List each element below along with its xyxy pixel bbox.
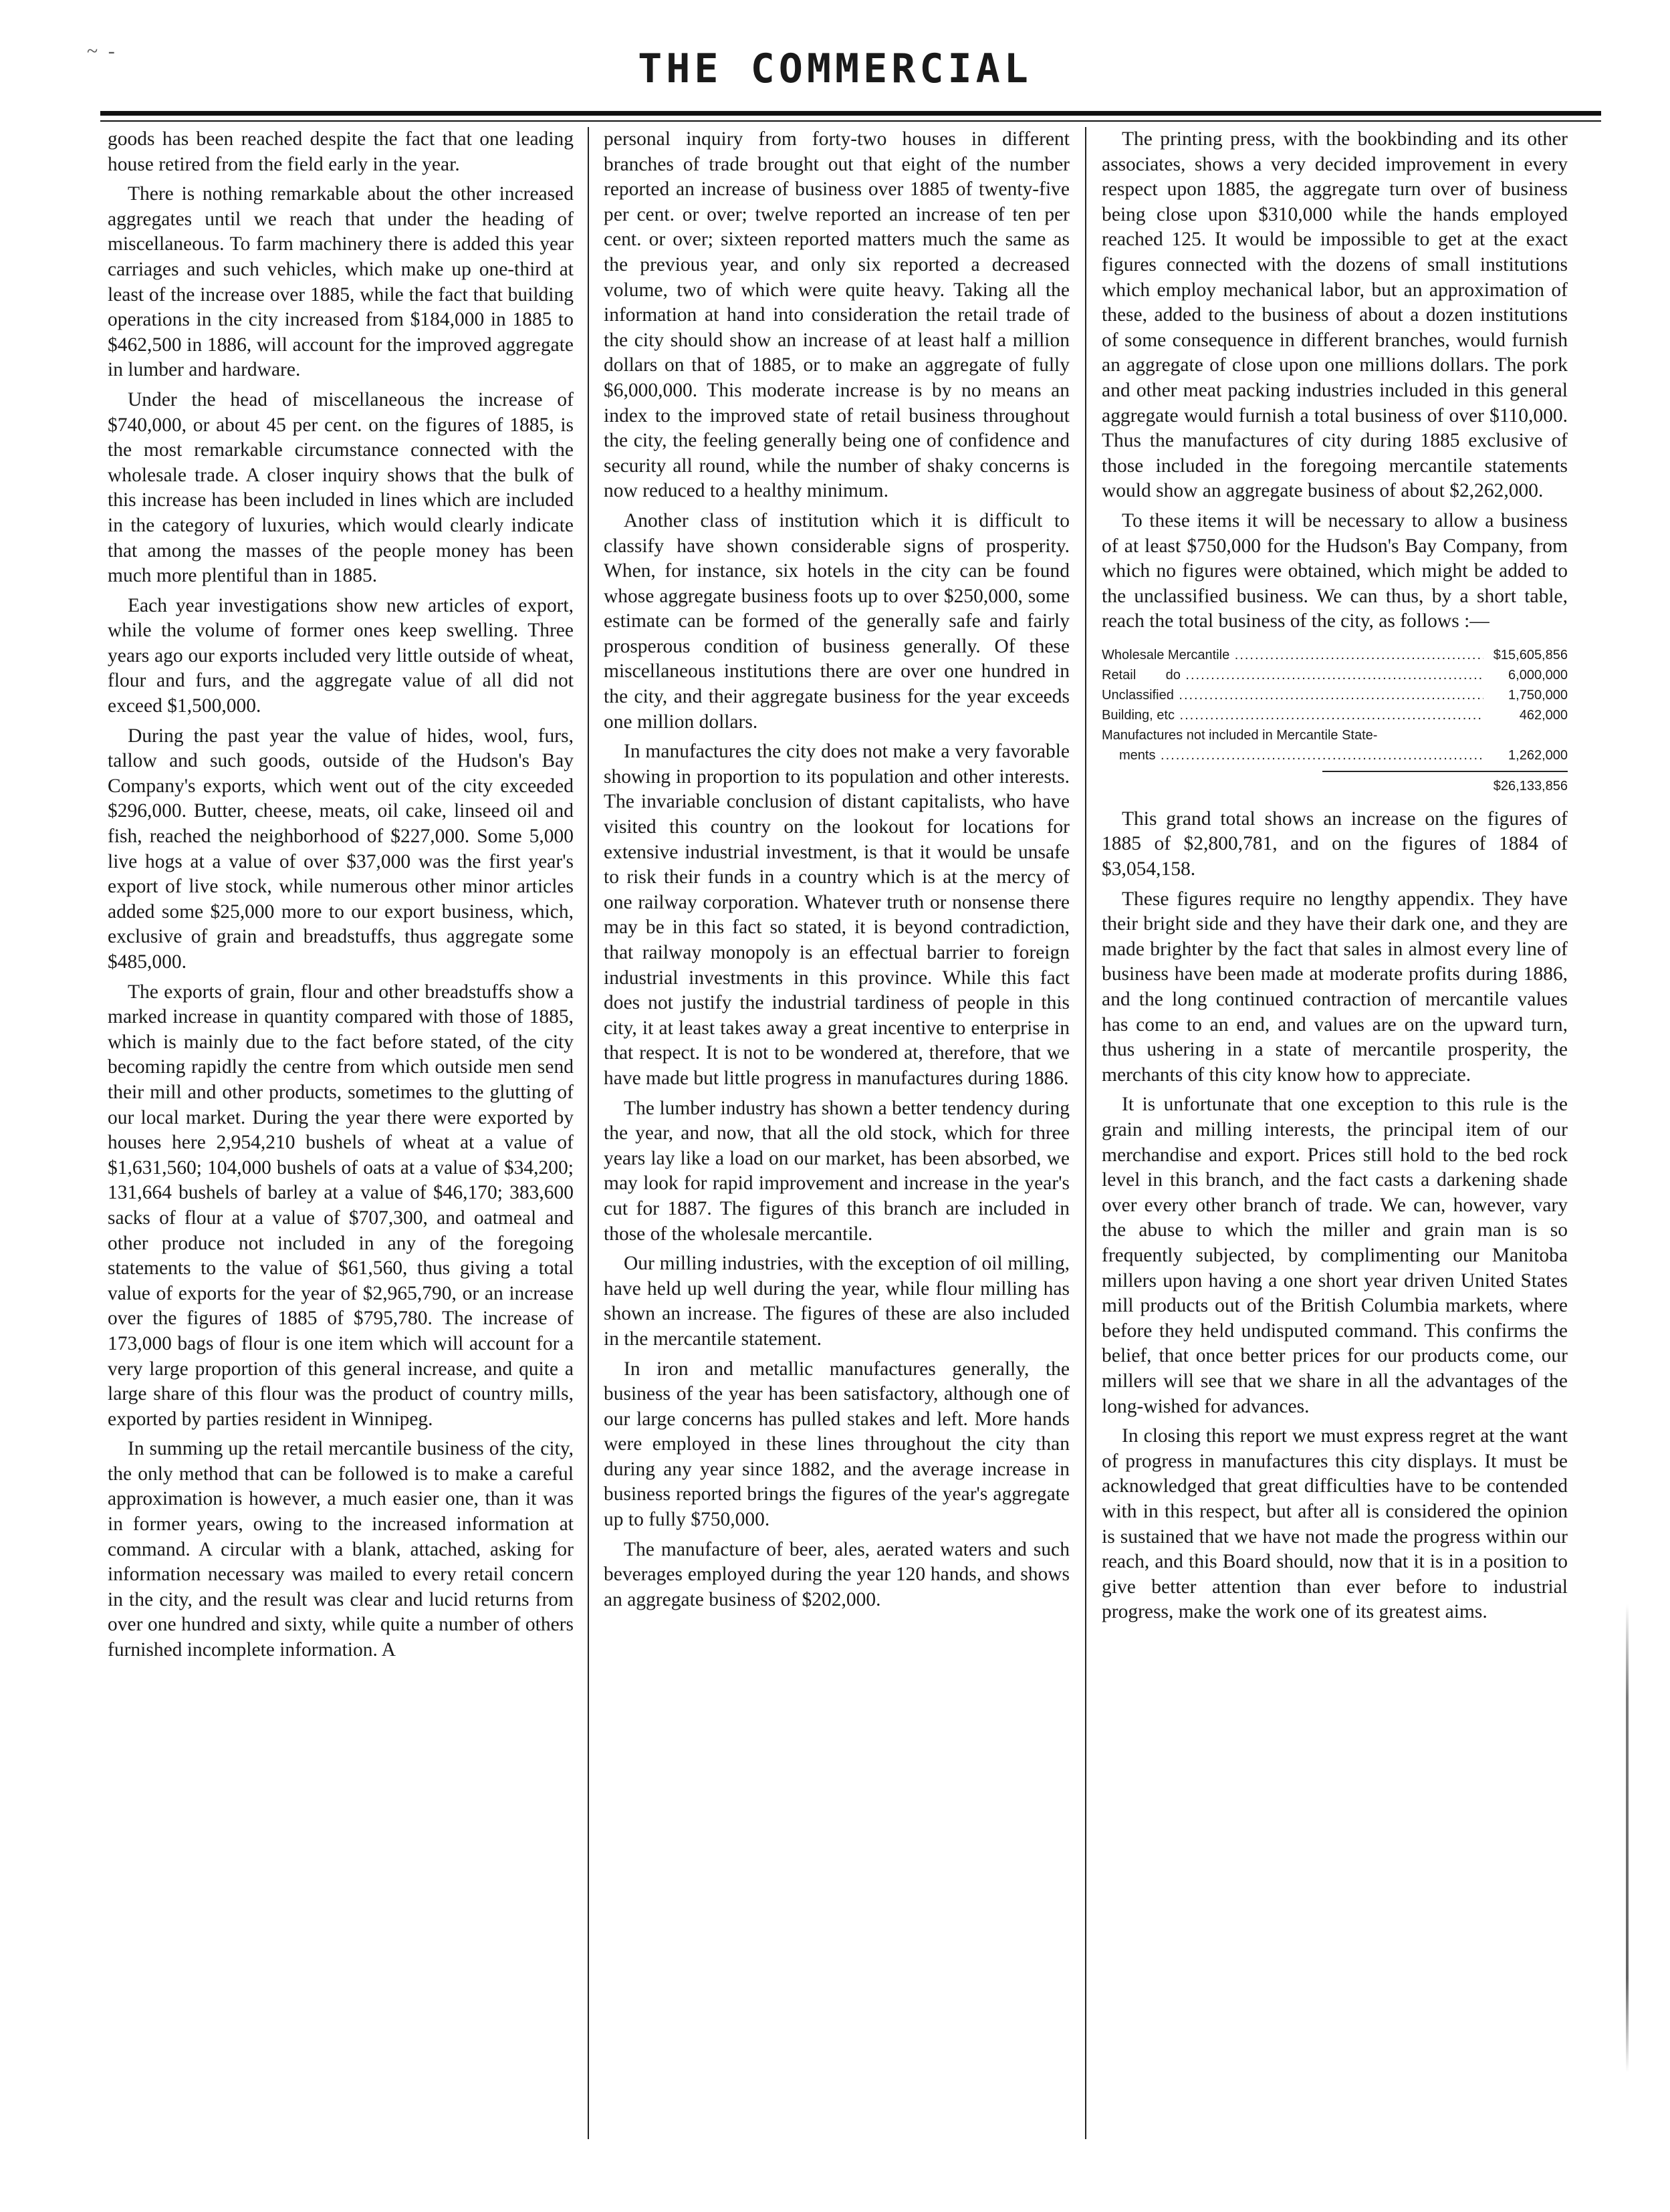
masthead-title: THE COMMERCIAL (638, 45, 1032, 92)
column-1 (108, 127, 574, 1668)
paragraph: The exports of grain, flour and other breadstuffs show a marked increase in quantity compared with those of 1885, which is mainly due to the fact before stated, of the city becoming rapidly the centre from which outside men send their mill and other products, sometimes to the glutting of our local market. During the year there were exported by houses here 2,954,210 bushels of wheat at a value of $1,631,560; 104,000 bushels of oats at a value of $34,200; 131,664 bushels of barley at a value of $46,170; 383,600 sacks of flour at a value of $707,300, and oatmeal and other produce not included in any of the foregoing statements to the value of $61,560, thus giving a total value of exports for the year of $2,965,790, or an increase over the figures of 1885 of $795,780. The increase of 173,000 bags of flour is one item which will account for a very large proportion of this general increase, and quite a large share of this flour was the product of country mills, exported by parties resident in Winnipeg. (108, 981, 574, 1430)
column-divider-1 (588, 127, 589, 2139)
column-divider-2 (1085, 127, 1086, 2139)
paragraph: Another class of institution which it is difficult to classify have shown considerable signs of prosperity. When, for instance, six hotels in the city can be found whose aggregate business foots up to over $250,000, some estimate can be formed of the generally safe and fairly prosperous condition of business generally. Of these miscellaneous institutions there are over one hundred in the city, and their aggregate business for the year exceeds one million dollars. (604, 509, 1070, 733)
column-3 (1102, 127, 1568, 1630)
paragraph: In manufactures the city does not make a very favorable showing in proportion to its population and other interests. The invariable conclusion of distant capitalists, who have visited this country on the lookout for locations for extensive industrial investment, is that it would be unsafe to risk their funds in a country which is at the mercy of one railway corporation. Whatever truth or nonsense there may be in this fact so stated, it is beyond contradiction, that railway monopoly is an effectual barrier to foreign industrial investments in this province. While this fact does not justify the industrial tardiness of people in this city, it at least takes away a great incentive to enterprise in that respect. It is not to be wondered at, therefore, that we have made but little progress in manufactures during 1886. (604, 741, 1070, 1089)
table-row-label: Unclassified ..... (1102, 685, 1483, 705)
paragraph: These figures require no lengthy appendix. They have their bright side and they have their dark one, and they are made brighter by the fact that sales in almost every line of business have been made at moderate profits during 1886, and the long continued contraction of mercantile values has come to an end, and values are on the upward turn, thus ushering in a state of mercantile prosperity, the merchants of this city know how to appreciate. (1102, 888, 1568, 1086)
table-row (1102, 745, 1568, 765)
paragraph: There is nothing remarkable about the other increased aggregates until we reach that under the heading of miscellaneous. To farm machinery there is added this year carriages and such vehicles, which make up one-third at least of the increase over 1885, while the fact that building operations in the city increased from $184,000 in 1885 to $462,500 in 1886, will account for the improved aggregate in lumber and hardware. (108, 183, 574, 381)
table-row-amount: 6,000,000 (1508, 667, 1568, 683)
paragraph: It is unfortunate that one exception to this rule is the grain and milling interests, the principal item of our merchandise and export. Prices still hold to the bed rock level in this branch, and the fact casts a darkening shade over every other branch of trade. We can, however, vary the abuse to which the miller and grain man is so frequently subjected, by complimenting our Manitoba millers upon having a one short year driven United States mill products out of the British Columbia markets, where before they held undisputed command. This confirms the belief, that once better prices for our products come, our millers will see that we share in all the advantages of the long-wished for advances. (1102, 1094, 1568, 1417)
paragraph: In iron and metallic manufactures generally, the business of the year has been satisfactory, although one of our large concerns has pulled stakes and left. More hands were employed in these lines throughout the city than during any year since 1882, and the average increase in business reported brings the figures of the year's aggregate up to fully $750,000. (604, 1358, 1070, 1531)
table-row (1102, 665, 1568, 685)
table-row-label: Building, etc ..... (1102, 705, 1483, 725)
header-rule-thin (100, 120, 1601, 122)
paragraph: Our milling industries, with the exception of oil milling, have held up well during the year, while flour milling has shown an increase. The figures of these are also included in the mercantile statement. (604, 1253, 1070, 1350)
column-2 (604, 127, 1070, 1617)
table-row-label: Wholesale Mercantile ..... (1102, 645, 1483, 665)
table-row (1102, 645, 1568, 665)
paragraph: In closing this report we must express regret at the want of progress in manufactures this city displays. It must be acknowledged that great difficulties have to be contended with in this respect, but after all is considered the opinion is sustained that we have not made the progress within our reach, and this Board should, now that it is in a position to give better attention than ever before to industrial progress, make the work one of its greatest aims. (1102, 1425, 1568, 1623)
table-total-rule (1322, 771, 1568, 772)
table-row-label: ments ..... (1102, 745, 1483, 765)
paragraph: The lumber industry has shown a better tendency during the year, and now, that all the old stock, which for three years lay like a load on our market, has been absorbed, we may look for rapid improvement and increase in the year's cut for 1887. The figures of this branch are included in those of the wholesale mercantile. (604, 1097, 1070, 1245)
business-totals-table (1102, 645, 1568, 772)
table-row-label: Retail do ..... (1102, 665, 1483, 685)
header-rule-thick (100, 111, 1601, 116)
table-row (1102, 725, 1568, 745)
paragraph: During the past year the value of hides, wool, furs, tallow and such goods, outside of the Hudson's Bay Company's exports, which went out of the city exceeded $296,000. Butter, cheese, meats, oil cake, linseed oil and fish, reached the neighborhood of $227,000. Some 5,000 live hogs at a value of over $37,000 was the first year's export of live stock, while numerous other minor articles added some $25,000 more to our export business, which, exclusive of grain and breadstuffs, thus aggregate some $485,000. (108, 725, 574, 973)
paragraph: personal inquiry from forty-two houses in different branches of trade brought out that eight of the number reported an increase of business over 1885 of twenty-five per cent. or over; twelve reported an increase of ten per cent. or over; sixteen reported matters much the same as the previous year, and only six reported a decreased volume, two of which were quite heavy. Taking all the information at hand into consideration the retail trade of the city should show an increase of at least half a million dollars on that of 1885, or to make an aggregate of fully $6,000,000. This moderate increase is by no means an index to the improved state of retail business throughout the city, the feeling generally being one of confidence and security all round, while the number of shaky concerns is now reduced to a healthy minimum. (604, 128, 1070, 502)
table-row (1102, 685, 1568, 705)
paragraph: In summing up the retail mercantile business of the city, the only method that can be followed is to make a careful approximation is however, a much easier one, than it was in former years, owing to the increased information at command. A circular with a blank, attached, asking for information necessary was mailed to every retail concern in the city, and the result was clear and lucid returns from over one hundred and sixty, while quite a number of others furnished incomplete information. A (108, 1438, 574, 1661)
paragraph: The manufacture of beer, ales, aerated waters and such beverages employed during the year 120 hands, and shows an aggregate business of $202,000. (604, 1538, 1070, 1610)
table-row-amount: 462,000 (1519, 707, 1568, 723)
table-row (1102, 705, 1568, 725)
table-total-row (1102, 776, 1568, 796)
table-row-amount: $15,605,856 (1493, 647, 1568, 662)
corner-mark: ~ - (87, 40, 118, 62)
table-row-label: Manufactures not included in Mercantile State- (1102, 727, 1378, 743)
table-row-amount: 1,262,000 (1508, 747, 1568, 763)
scan-edge-mark (1626, 1604, 1629, 2072)
paragraph: This grand total shows an increase on the figures of 1885 of $2,800,781, and on the figures of 1884 of $3,054,158. (1102, 808, 1568, 880)
paragraph: The printing press, with the bookbinding and its other associates, shows a very decided improvement in every respect upon 1885, the aggregate turn over of business being close upon $310,000 while the hands employed reached 125. It would be impossible to get at the exact figures connected with the dozens of small institutions which employ mechanical labor, but an approximation of these, added to the business of about a dozen institutions of some consequence in different branches, would furnish an aggregate of close upon one millions dollars. The pork and other meat packing industries included in this general aggregate would furnish a total business of over $110,000. Thus the manufactures of city during 1885 exclusive of those included in the foregoing mercantile statements would show an aggregate business of about $2,262,000. (1102, 128, 1568, 502)
paragraph: Under the head of miscellaneous the increase of $740,000, or about 45 per cent. on the figures of 1885, is the most remarkable circumstance connected with the wholesale trade. A closer inquiry shows that the bulk of this increase has been included in lines which are included in the category of luxuries, which would clearly indicate that among the masses of the people money has been much more plentiful than in 1885. (108, 388, 574, 587)
paragraph: Each year investigations show new articles of export, while the volume of former ones keep swelling. Three years ago our exports included very little outside of wheat, flour and furs, and the aggregate value of all did not exceed $1,500,000. (108, 594, 574, 717)
table-row-amount: 1,750,000 (1508, 687, 1568, 703)
paragraph: goods has been reached despite the fact that one leading house retired from the field early in the year. (108, 128, 574, 175)
table-total-amount: $26,133,856 (1493, 778, 1568, 793)
paragraph: To these items it will be necessary to allow a business of at least $750,000 for the Hudson's Bay Company, from which no figures were obtained, which might be added to the unclassified business. We can thus, by a short table, reach the total business of the city, as follows :— (1102, 509, 1568, 632)
